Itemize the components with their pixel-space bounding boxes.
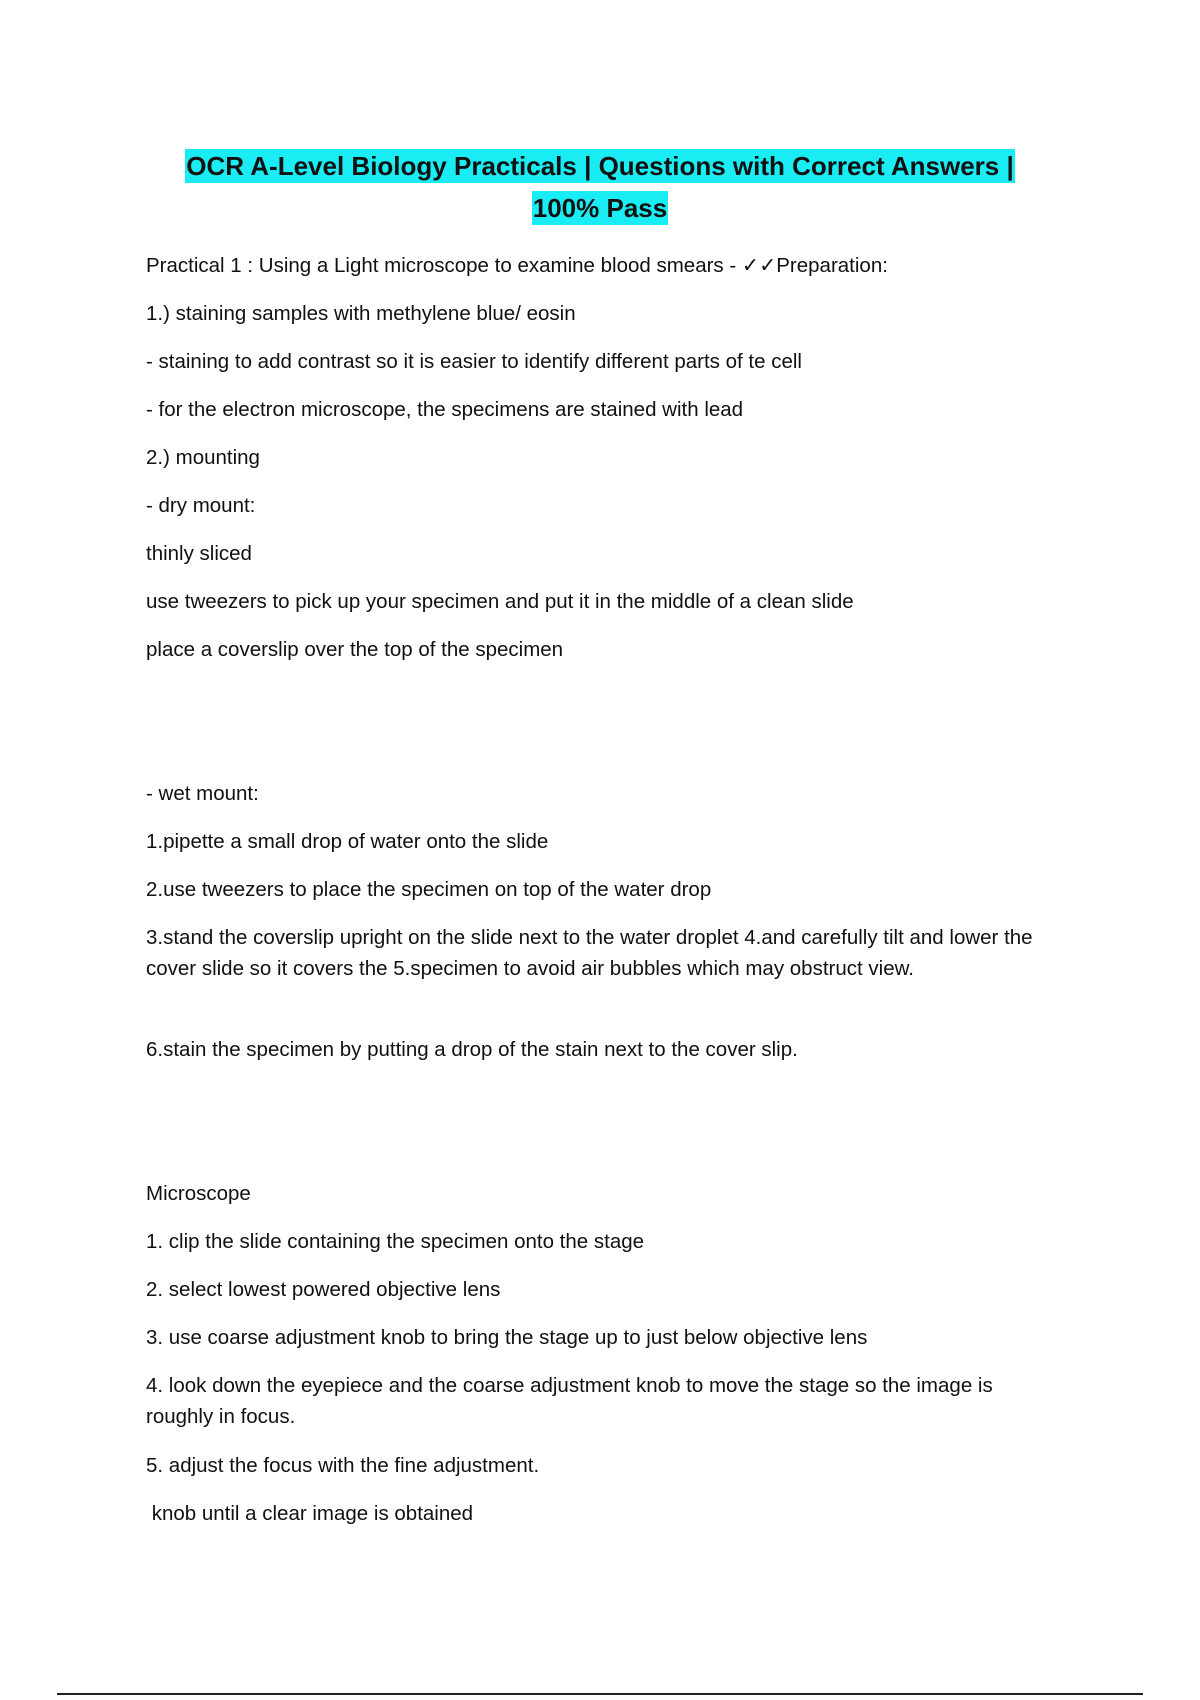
dry-mount-heading: - dry mount: — [146, 494, 256, 517]
title-line-1: OCR A-Level Biology Practicals | Questions with Correct Answers | — [186, 151, 1014, 181]
microscope-step-5: 5. adjust the focus with the fine adjustment. — [146, 1454, 540, 1477]
microscope-step-4: 4. look down the eyepiece and the coarse adjustment knob to move the stage so the image is roughly in focus. — [146, 1374, 993, 1428]
electron-microscope-note: - for the electron microscope, the specimens are stained with lead — [146, 398, 744, 421]
footer-divider — [57, 1693, 1143, 1695]
wet-mount-heading: - wet mount: — [146, 782, 259, 805]
wet-mount-step-3: 3.stand the coverslip upright on the slide next to the water droplet 4.and carefully tilt and lower the cover slide so it covers the 5.specimen to avoid air bubbles which may obstruct view. — [146, 926, 1033, 980]
dry-mount-step-2: use tweezers to pick up your specimen and put it in the middle of a clean slide — [146, 590, 854, 613]
document-title — [100, 145, 1100, 229]
practical-1-heading: Practical 1 : Using a Light microscope to examine blood smears - ✓✓Preparation: — [146, 254, 888, 277]
microscope-step-2: 2. select lowest powered objective lens — [146, 1278, 501, 1301]
wet-mount-step-1: 1.pipette a small drop of water onto the slide — [146, 830, 549, 853]
wet-mount-step-6: 6.stain the specimen by putting a drop of the stain next to the cover slip. — [146, 1038, 798, 1061]
microscope-step-5-continued: knob until a clear image is obtained — [146, 1502, 474, 1525]
wet-mount-step-2: 2.use tweezers to place the specimen on top of the water drop — [146, 878, 712, 901]
staining-contrast-note: - staining to add contrast so it is easier to identify different parts of te cell — [146, 350, 802, 373]
microscope-step-3: 3. use coarse adjustment knob to bring the stage up to just below objective lens — [146, 1326, 868, 1349]
microscope-heading: Microscope — [146, 1182, 251, 1205]
title-line-2: 100% Pass — [532, 193, 668, 223]
step-mounting: 2.) mounting — [146, 446, 260, 469]
step-staining: 1.) staining samples with methylene blue/ eosin — [146, 302, 576, 325]
dry-mount-step-1: thinly sliced — [146, 542, 252, 565]
dry-mount-step-3: place a coverslip over the top of the specimen — [146, 638, 564, 661]
microscope-step-1: 1. clip the slide containing the specimen onto the stage — [146, 1230, 645, 1253]
